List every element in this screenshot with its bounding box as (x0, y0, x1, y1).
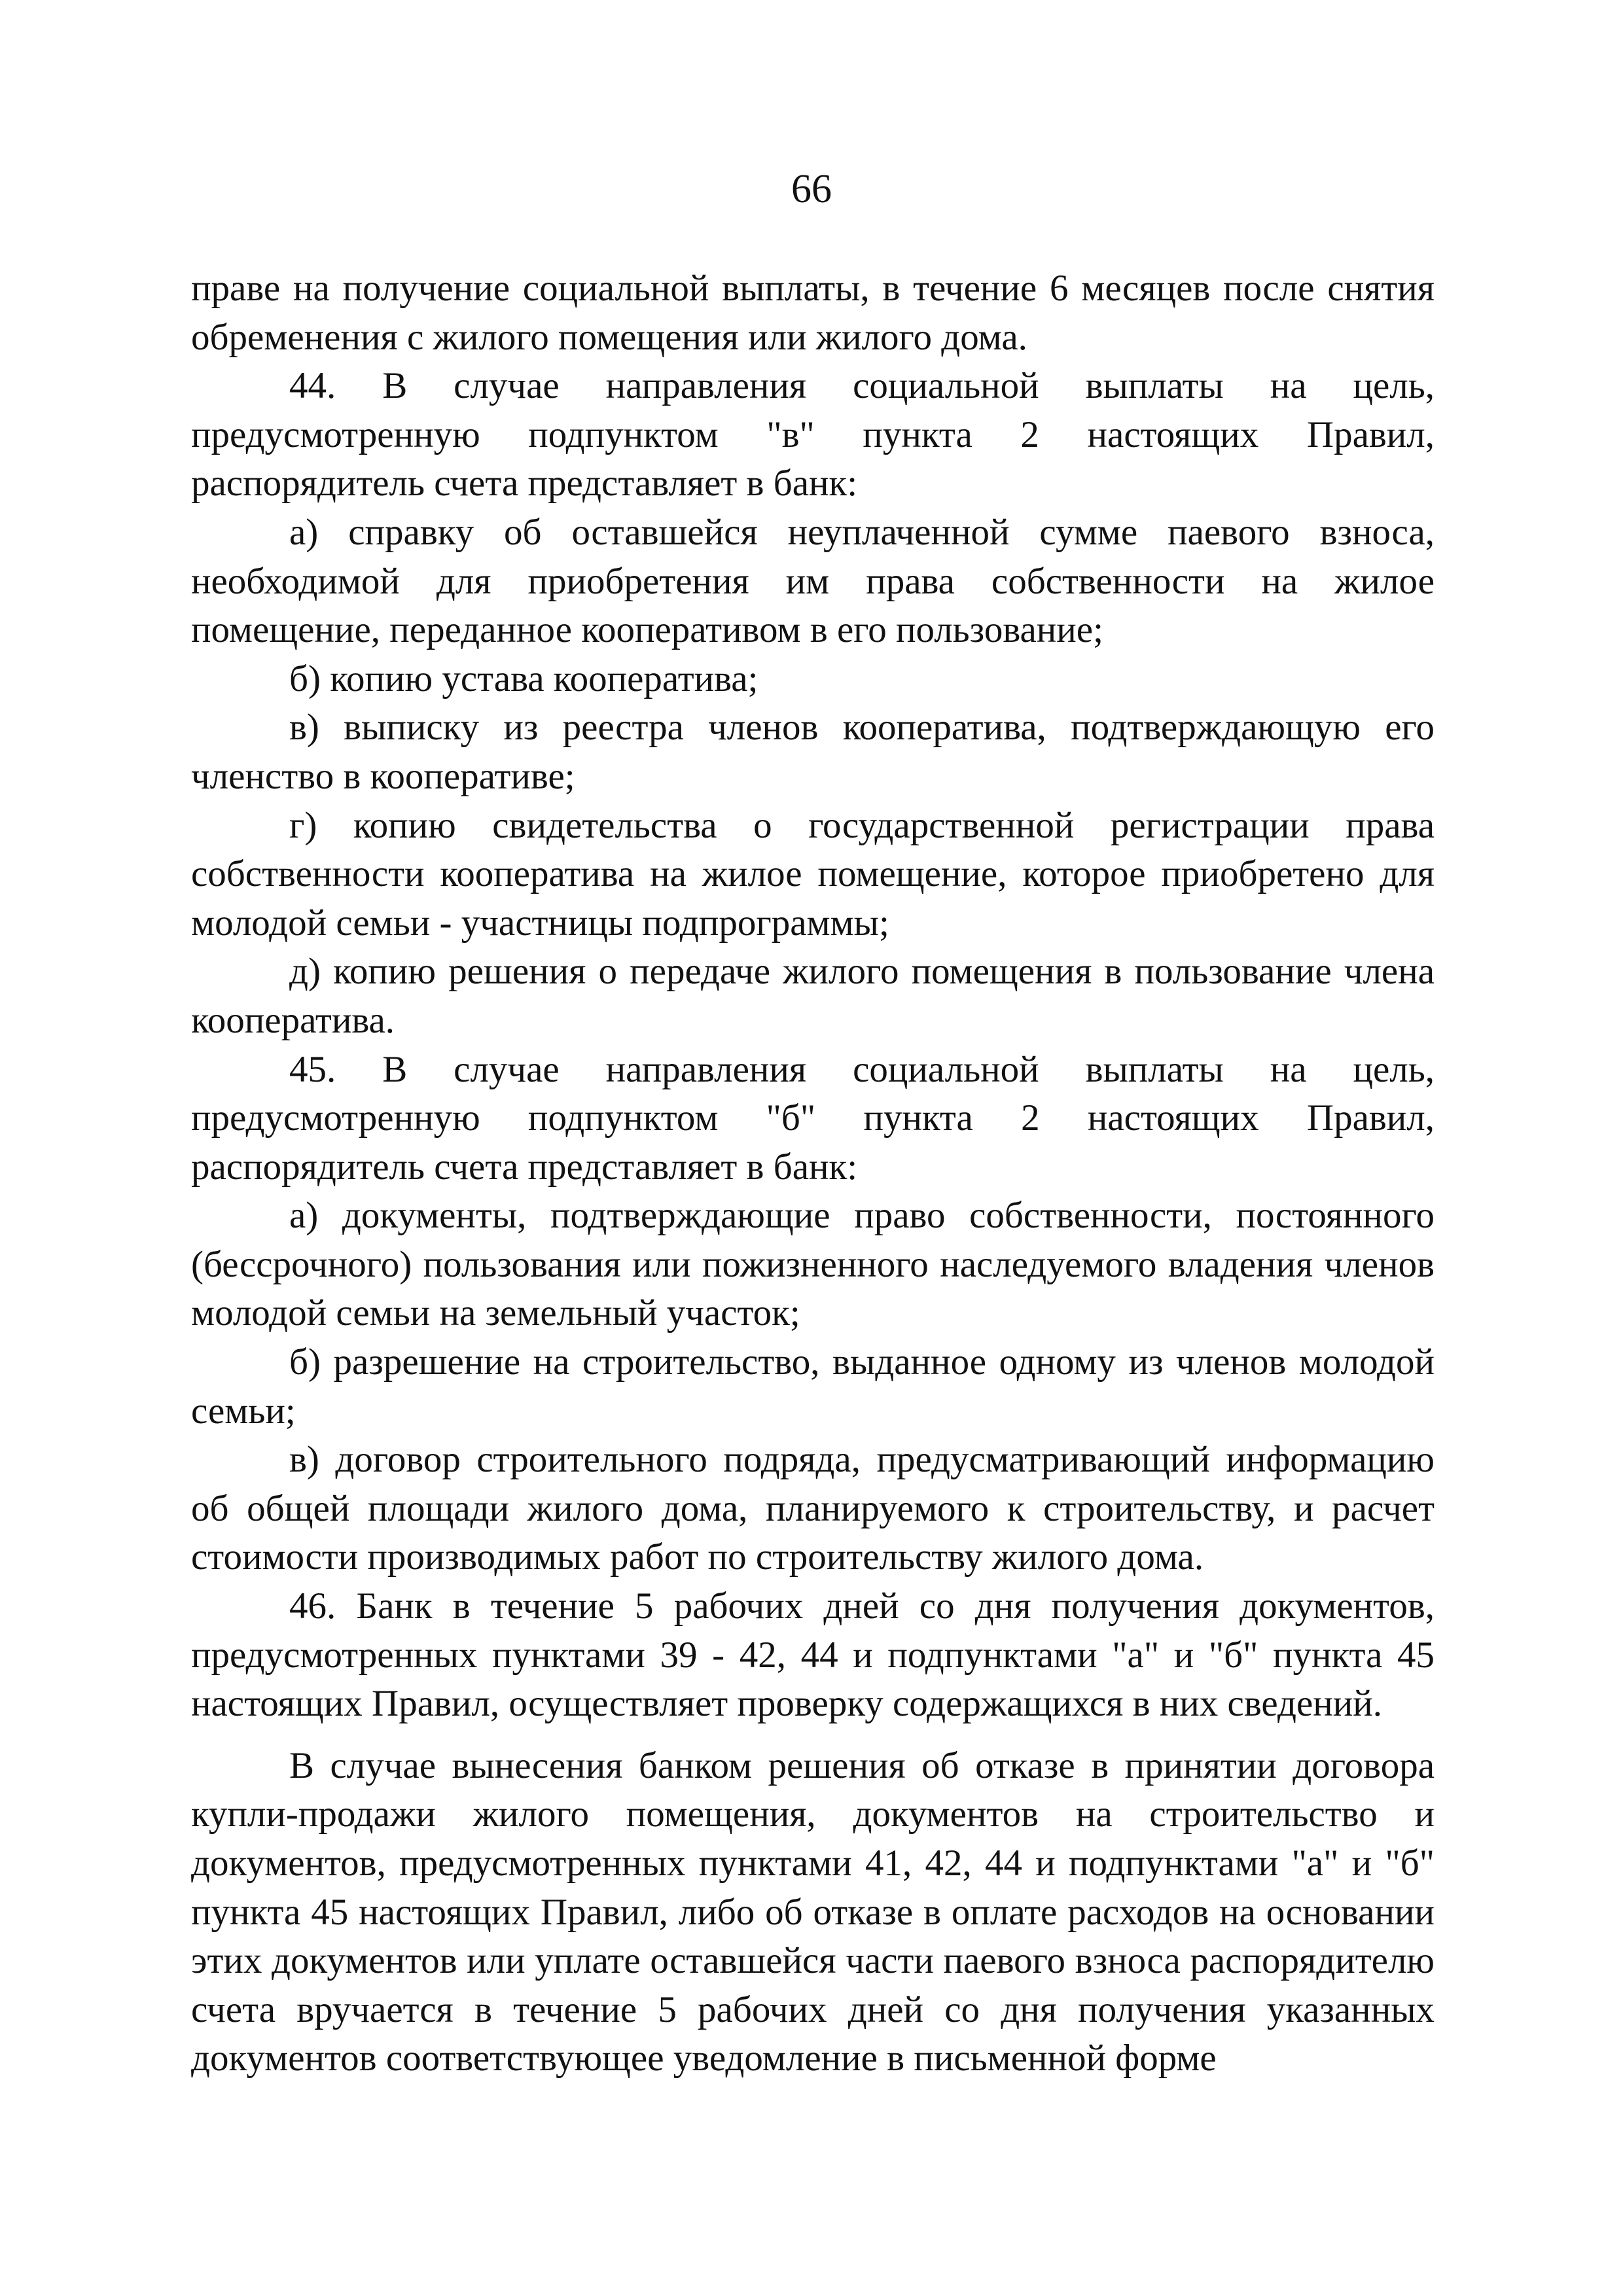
paragraph-45-a: а) документы, подтверждающие право собственности, постоянного (бессрочного) пользования или пожизненного наследуемого владения членов молодой семьи на земельный участок; (191, 1195, 1435, 1334)
paragraph-continuation: праве на получение социальной выплаты, в течение 6 месяцев после снятия обременения с жилого помещения или жилого дома. (191, 268, 1435, 358)
paragraph-44-d: д) копию решения о передаче жилого помещения в пользование члена кооператива. (191, 951, 1435, 1041)
document-body (191, 264, 1435, 2083)
paragraph-44-g: г) копию свидетельства о государственной регистрации права собственности кооператива на жилое помещение, которое приобретено для молодой семьи - участницы подпрограммы; (191, 804, 1435, 944)
paragraph-46: 46. Банк в течение 5 рабочих дней со дня получения документов, предусмотренных пунктами 39 - 42, 44 и подпунктами "а" и "б" пункта 45 настоящих Правил, осуществляет проверку содержащихся в них сведений. (191, 1585, 1435, 1725)
paragraph-46-refusal: В случае вынесения банком решения об отказе в принятии договора купли-продажи жилого помещения, документов на строительство и документов, предусмотренных пунктами 41, 42, 44 и подпунктами "а" и "б" пункта 45 настоящих Правил, либо об отказе в оплате расходов на основании этих документов или уплате оставшейся части паевого взноса распорядителю счета вручается в течение 5 рабочих дней со дня получения указанных документов соответствующее уведомление в письменной форме (191, 1744, 1435, 2079)
paragraph-44-v: в) выписку из реестра членов кооператива, подтверждающую его членство в кооперативе; (191, 707, 1435, 797)
paragraph-45-b: б) разрешение на строительство, выданное одному из членов молодой семьи; (191, 1341, 1435, 1432)
paragraph-44-b: б) копию устава кооператива; (289, 658, 758, 699)
paragraph-45: 45. В случае направления социальной выплаты на цель, предусмотренную подпунктом "б" пункта 2 настоящих Правил, распорядитель счета представляет в банк: (191, 1048, 1435, 1188)
paragraph-44: 44. В случае направления социальной выплаты на цель, предусмотренную подпунктом "в" пункта 2 настоящих Правил, распорядитель счета представляет в банк: (191, 365, 1435, 504)
paragraph-44-a: а) справку об оставшейся неуплаченной сумме паевого взноса, необходимой для приобретения им права собственности на жилое помещение, переданное кооперативом в его пользование; (191, 511, 1435, 651)
paragraph-45-v: в) договор строительного подряда, предусматривающий информацию об общей площади жилого дома, планируемого к строительству, и расчет стоимости производимых работ по строительству жилого дома. (191, 1439, 1435, 1578)
page-number: 66 (791, 167, 832, 211)
